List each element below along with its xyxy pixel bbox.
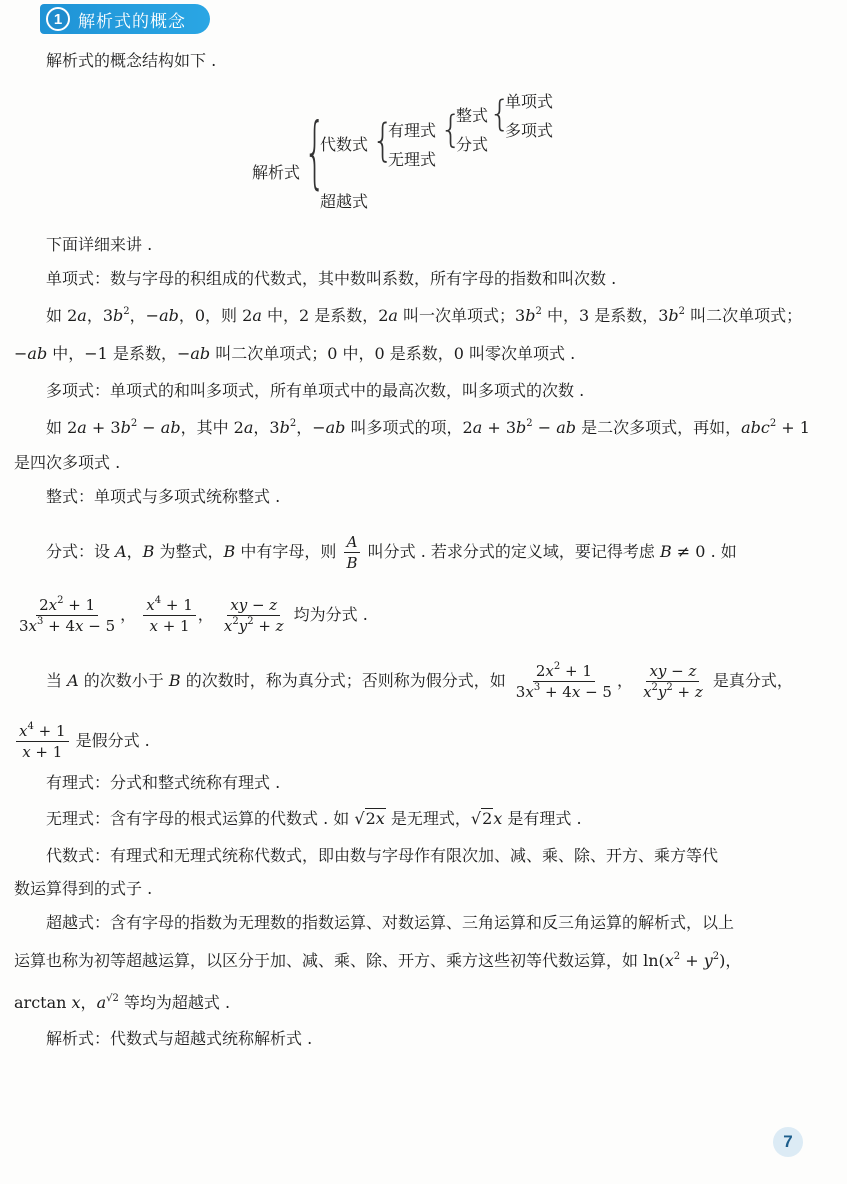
tree-root: 解析式 [252,163,301,182]
irrational-definition: 无理式：含有字母的根式运算的代数式 . 如 √2x 是无理式，√2x 是有理式 . [46,809,582,828]
transcendental-definition-line1: 超越式：含有字母的指数为无理数的指数运算、对数运算、三角运算和反三角运算的解析式，以上 [46,913,735,932]
rational-definition: 有理式：分式和整式统称有理式 . [46,773,281,792]
brace-rational: { [440,108,462,152]
proper-fraction-line1: 当 A 的次数小于 B 的次数时，称为真分式；否则称为假分式，如 $\frac{2x^2 + 1}{3x^3 + 4x - 5}$ ， $\frac{xy - z}{x^2y^2 + z}$ 是真分式， [46,661,793,701]
polynomial-example-line2: 是四次多项式 . [14,453,121,472]
tree-rational: 有理式 [388,121,437,140]
section-number-badge: 1 [46,7,70,31]
polynomial-example-line1: 如 $2a + 3b^2$ − ab，其中 2a，$3b^2$，−ab 叫多项式的项，$2a + 3b^2$ − ab 是二次多项式，再如，abc$^2$ + 1 [46,418,810,437]
proper-fraction-line2: $\frac{x^4 + 1}{x + 1}$ 是假分式 . [14,722,150,761]
fraction-examples: $\frac{2x^2 + 1}{3x^3 + 4x - 5}$ ， $\frac{x^4 + 1}{x + 1}$ ， $\frac{xy - z}{x^2y^2 + z}$ 均为分式 . [19,595,368,635]
tree-fraction: 分式 [456,135,489,154]
polynomial-definition: 多项式：单项式的和叫多项式，所有单项式中的最高次数，叫多项式的次数 . [46,381,585,400]
section-title: 解析式的概念 [78,11,186,32]
tree-integral: 整式 [456,106,489,125]
brace-root: { [304,107,326,199]
brace-integral: { [489,93,511,135]
algebraic-definition-line2: 数运算得到的式子 . [14,879,153,898]
detail-intro: 下面详细来讲 . [46,235,153,254]
monomial-example-line1: 如 2a，$3b^2$，−ab，0，则 2a 中，2 是系数，2a 叫一次单项式；$3b^2$ 中，3 是系数，$3b^2$ 叫二次单项式； [46,306,803,325]
page-number: 7 [773,1127,803,1157]
tree-algebraic: 代数式 [320,135,369,154]
transcendental-definition-line3: arctan x，$a^{√2}$ 等均为超越式 . [14,993,231,1012]
monomial-example-line2: −ab 中，−1 是系数，−ab 叫二次单项式；0 中，0 是系数，0 叫零次单项式 . [14,344,576,363]
fraction-definition: 分式：设 A，B 为整式，B 中有字母，则 $\frac{A}{B}$ 叫分式 . 若求分式的定义域，要记得考虑 B ≠ 0 . 如 [46,533,737,572]
tree-transcendental: 超越式 [320,192,369,211]
brace-algebraic: { [372,115,394,167]
transcendental-definition-line2: 运算也称为初等超越运算，以区分于加、减、乘、除、开方、乘方这些初等代数运算，如 $\ln(x^2 + y^2)$， [14,951,742,970]
analytic-definition: 解析式：代数式与超越式统称解析式 . [46,1029,313,1048]
algebraic-definition-line1: 代数式：有理式和无理式统称代数式，即由数与字母作有限次加、减、乘、除、开方、乘方等代 [46,846,719,865]
monomial-definition: 单项式：数与字母的积组成的代数式，其中数叫系数，所有字母的指数和叫次数 . [46,269,617,288]
tree-polynomial: 多项式 [505,121,554,140]
intro-text: 解析式的概念结构如下 . [46,51,217,70]
tree-irrational: 无理式 [388,150,437,169]
integral-definition: 整式：单项式与多项式统称整式 . [46,487,281,506]
tree-monomial: 单项式 [505,92,554,111]
section-header [40,4,210,34]
